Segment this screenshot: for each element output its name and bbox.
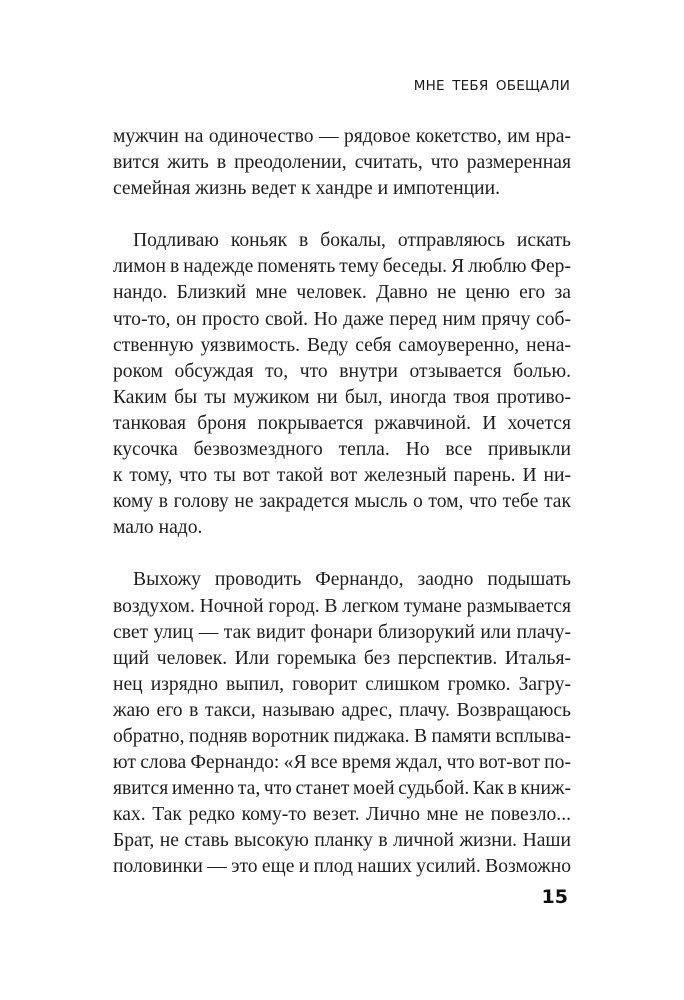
- text-line: обратно, подняв воротник пиджака. В памяти всплыва-: [113, 725, 571, 747]
- running-head: МНЕ ТЕБЯ ОБЕЩАЛИ: [413, 78, 570, 94]
- text-line: Каким бы ты мужиком ни был, иногда твоя противо-: [113, 386, 571, 408]
- text-line: ственную уязвимость. Веду себя самоуверенно, нена-: [113, 334, 571, 356]
- text-line: кому в голову не закрадется мысль о том, что тебе так: [113, 491, 571, 513]
- paragraph-2: [113, 228, 571, 541]
- text-line: жаю его в такси, называю адрес, плачу. Возвращаюсь: [113, 699, 571, 721]
- text-line: ках. Так редко кому-то везет. Лично мне не повезло...: [113, 804, 571, 826]
- text-line: Выхожу проводить Фернандо, заодно подышать: [133, 569, 571, 591]
- text-line: ют слова Фернандо: «Я все время ждал, что вот-вот по-: [113, 752, 571, 774]
- text-line: семейная жизнь ведет к хандре и импотенции.: [113, 178, 500, 200]
- text-line: лимон в надежде поменять тему беседы. Я люблю Фер-: [113, 256, 571, 278]
- text-line: кусочка безвозмездного тепла. Но все привыкли: [113, 439, 571, 461]
- body-text: [113, 124, 571, 881]
- text-line: нец изрядно выпил, говорит слишком громко. Загру-: [113, 673, 571, 695]
- paragraph-1: [113, 124, 571, 202]
- text-line: к тому, что ты вот такой вот железный парень. И ни-: [113, 465, 571, 487]
- text-line: щий человек. Или горемыка без перспектив. Италья-: [113, 647, 571, 669]
- text-line: половинки — это еще и плод наших усилий. Возможно: [113, 856, 571, 878]
- text-line: танковая броня покрывается ржавчиной. И хочется: [113, 412, 571, 434]
- text-line: явится именно та, что станет моей судьбой. Как в книж-: [113, 778, 571, 800]
- text-line: вится жить в преодолении, считать, что размеренная: [113, 152, 571, 174]
- text-line: мужчин на одиночество — рядовое кокетство, им нра-: [113, 126, 571, 147]
- text-line: роком обсуждая то, что внутри отзывается болью.: [113, 360, 571, 382]
- paragraph-3: [113, 567, 571, 880]
- text-line: что-то, он просто свой. Но даже перед ним прячу соб-: [113, 308, 571, 330]
- text-line: свет улиц — так видит фонари близорукий или плачу-: [113, 621, 571, 643]
- text-line: Подливаю коньяк в бокалы, отправляюсь искать: [133, 230, 571, 252]
- page-number: 15: [541, 886, 568, 908]
- text-line: Брат, не ставь высокую планку в личной жизни. Наши: [113, 830, 571, 852]
- text-line: воздухом. Ночной город. В легком тумане размывается: [113, 595, 571, 617]
- text-line: нандо. Близкий мне человек. Давно не ценю его за: [113, 282, 571, 304]
- text-line: мало надо.: [113, 517, 203, 539]
